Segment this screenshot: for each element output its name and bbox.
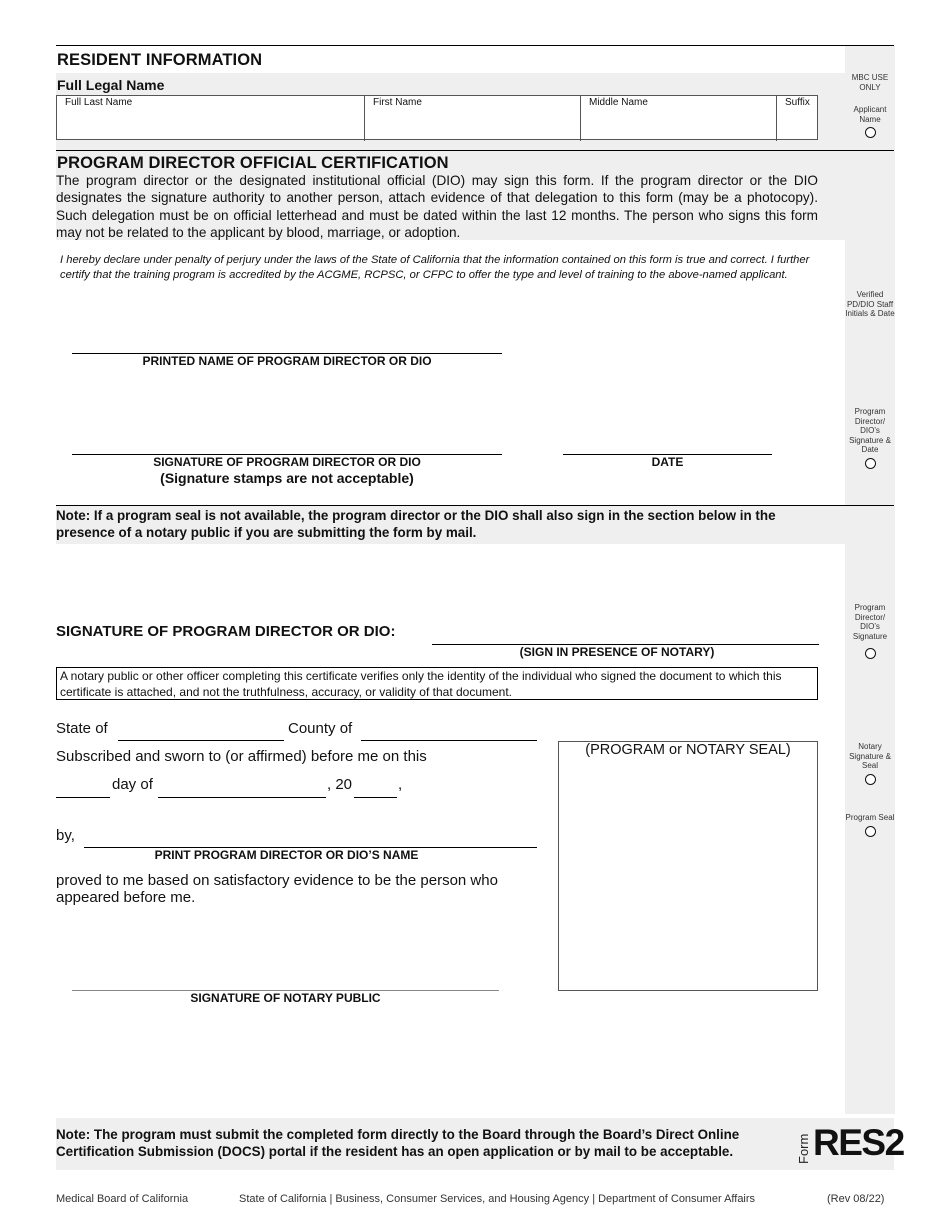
year-line[interactable] [354,797,397,798]
county-line[interactable] [361,740,537,741]
applicant-name-label: Applicant Name [853,105,887,124]
year-comma: , [398,776,403,793]
last-name-label: Full Last Name [65,97,133,108]
mbc-use-only-label: MBC USE ONLY [851,73,889,92]
suffix-label: Suffix [785,97,810,108]
signature-stamps-note: (Signature stamps are not acceptable) [160,470,414,486]
name-fields-table [56,95,818,140]
program-seal-check [845,813,895,837]
pd-sig-label: Program Director/ DIO’s Signature [852,603,888,641]
rule-seal-note [56,505,894,506]
notary-pd-sig-label: SIGNATURE OF PROGRAM DIRECTOR OR DIO: [56,623,396,640]
notary-sig-seal-label: Notary Signature & Seal [849,742,891,770]
seal-box-label: (PROGRAM or NOTARY SEAL) [585,742,791,758]
footer-center: State of California | Business, Consumer Services, and Housing Agency | Department of Consumer Affairs [239,1193,756,1205]
notary-disclaimer: A notary public or other officer completing this certificate verifies only the identity of the individual who signed the document to which this certificate is attached, and not the truthfulness, accuracy, or validity of that document. [60,669,782,699]
printed-name-caption: PRINTED NAME OF PROGRAM DIRECTOR OR DIO [142,354,432,368]
by-label: by, [56,827,75,844]
certification-intro: The program director or the designated institutional official (DIO) may sign this form. If the program director or the DIO designates the signature authority to another person, attach evidence of that delegation to this form (may be a photocopy). Such delegation must be on official letterhead and must be dated within the last 12 months. The person who signs this form may not be related to the applicant by blood, marriage, or adoption. [56,173,818,240]
bottom-note: Note: The program must submit the completed form directly to the Board through the Board’s Direct Online Certification Submission (DOCS) portal if the resident has an open application or by mail to be acceptable. [56,1127,740,1159]
state-of-label: State of [56,720,108,737]
pd-sig-date-radio[interactable] [865,458,876,469]
notary-signature-caption: SIGNATURE OF NOTARY PUBLIC [190,991,381,1005]
form-code: RES2 [813,1122,904,1163]
day-of-label: day of [112,776,153,793]
first-name-label: First Name [373,97,422,108]
form-prefix: Form [796,1133,811,1164]
county-of-label: County of [288,720,353,737]
program-seal-label: Program Seal [845,813,895,822]
notary-sig-seal-radio[interactable] [865,774,876,785]
sidebar-shade-low [845,506,895,1114]
pd-signature-caption: SIGNATURE OF PROGRAM DIRECTOR OR DIO [153,455,421,469]
verified-staff-label: Verified PD/DIO Staff Initials & Date [845,290,895,318]
rule-cert [56,150,894,151]
notary-disclaimer-box [56,667,818,700]
top-rule [56,45,894,46]
last-name-field[interactable] [57,96,365,141]
pd-sig-radio[interactable] [865,648,876,659]
resident-section-title: RESIDENT INFORMATION [57,51,263,69]
proved-text: proved to me based on satisfactory evidence to be the person who appeared before me. [56,872,498,906]
suffix-field[interactable] [777,96,817,141]
date-caption: DATE [651,455,684,469]
sign-presence-caption: (SIGN IN PRESENCE OF NOTARY) [519,645,715,659]
notary-sig-seal-check [845,742,895,785]
pd-sig-date-label: Program Director/ DIO’s Signature & Date [849,407,891,454]
subscribed-text: Subscribed and sworn to (or affirmed) before me on this [56,748,427,765]
applicant-name-check [845,105,895,138]
verified-staff-check [845,290,895,319]
pd-sig-check [845,603,895,659]
state-line[interactable] [118,740,284,741]
first-name-field[interactable] [365,96,581,141]
seal-note: Note: If a program seal is not available, the program director or the DIO shall also sign in the section below in the presence of a notary public if you are submitting the form by mail. [56,508,776,540]
middle-name-label: Middle Name [589,97,648,108]
pd-sig-date-check [845,407,895,469]
year-prefix-label: , 20 [327,776,353,793]
day-line[interactable] [56,797,110,798]
middle-name-field[interactable] [581,96,777,141]
seal-box[interactable] [558,741,818,991]
footer-right: (Rev 08/22) [827,1193,885,1205]
program-seal-radio[interactable] [865,826,876,837]
certification-title: PROGRAM DIRECTOR OFFICIAL CERTIFICATION [57,154,449,172]
full-legal-name-label: Full Legal Name [57,77,165,93]
month-line[interactable] [158,797,326,798]
print-name-caption: PRINT PROGRAM DIRECTOR OR DIO’S NAME [154,848,419,862]
applicant-name-radio[interactable] [865,127,876,138]
declaration-text: I hereby declare under penalty of perjury under the laws of the State of California that the information contained on this form is true and correct. I further certify that the training program is accredited by the ACGME, RCPSC, or CFPC to offer the type and level of training to the above-named applicant. [60,254,810,281]
footer-left: Medical Board of California [56,1193,189,1205]
